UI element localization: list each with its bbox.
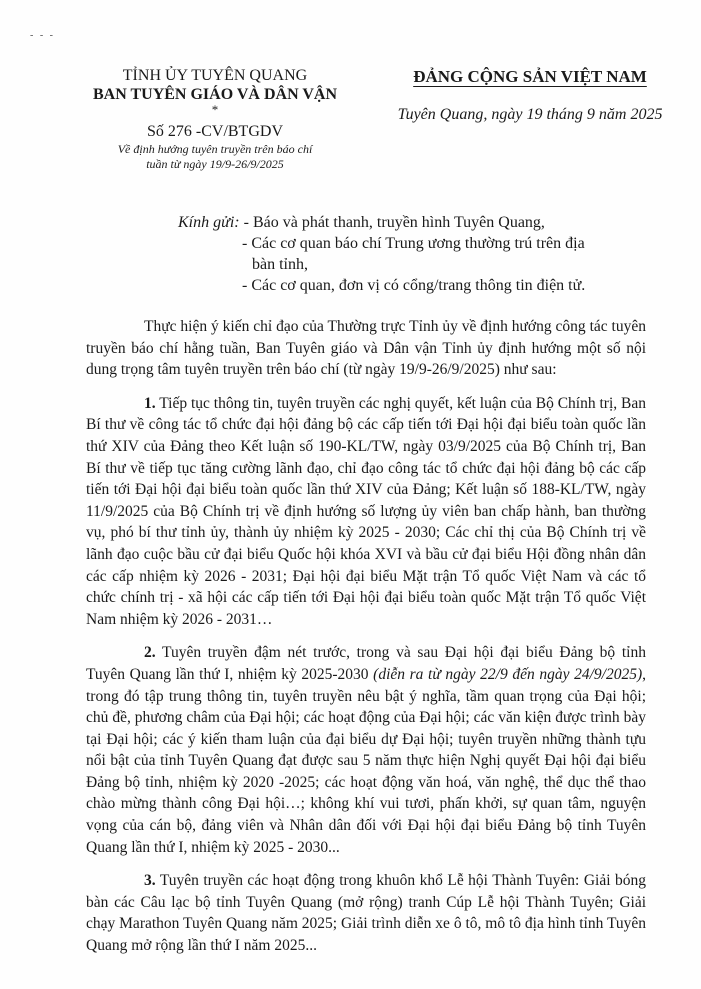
document-number: Số 276 -CV/BTGDV [146, 123, 283, 140]
item-3-number: 3. [144, 872, 156, 890]
item-2-text-b: , trong đó tập trung thông tin, tuyên truyền nêu bật ý nghĩa, tầm quan trọng của Đại hội; chủ đề, phương châm của Đại hội; các hoạt động của Đại hội; các văn kiện được trình bày tại Đại hội; các ý kiến tham luận của đại biểu dự Đại hội; tuyên truyền những thành tựu nổi bật của tỉnh Tuyên Quang đạt được sau 5 năm thực hiện Nghị quyết Đại hội đại biểu Đảng bộ tỉnh, nhiệm kỳ 2020 -2025; các hoạt động văn hoá, văn nghệ, thể dục thể thao chào mừng thành công Đại hội…; không khí vui tươi, phấn khởi, sự quan tâm, nguyện vọng của cán bộ, đảng viên và Nhân dân đối với Đại hội đại biểu Đảng bộ tỉnh Tuyên Quang lần thứ I, nhiệm kỳ 2025 - 2030... [86, 665, 646, 856]
party-header-block [380, 66, 680, 124]
item-3-text: Tuyên truyền các hoạt động trong khuôn khổ Lễ hội Thành Tuyên: Giải bóng bàn các Câu lạc bộ tỉnh Tuyên Quang (mở rộng) tranh Cúp Lễ hội Thành Tuyên; Giải chạy Marathon Tuyên Quang năm 2025; Giải trình diễn xe ô tô, mô tô địa hình tỉnh Tuyên Quang mở rộng lần thứ I năm 2025... [86, 872, 646, 955]
recipients-label: Kính gửi: [178, 214, 244, 231]
subject-line-2: tuần từ ngày 19/9-26/9/2025 [146, 157, 284, 171]
org-line-1: TỈNH ỦY TUYÊN QUANG [122, 67, 308, 84]
recipient-3: - Các cơ quan, đơn vị có cổng/trang thông tin điện tử. [242, 277, 586, 294]
intro-paragraph: Thực hiện ý kiến chỉ đạo của Thường trực Tỉnh ủy về định hướng công tác tuyên truyền báo chí hằng tuần, Ban Tuyên giáo và Dân vận Tỉnh ủy định hướng một số nội dung trọng tâm tuyên truyền trên báo chí (từ ngày 19/9-26/9/2025) như sau: [86, 318, 646, 379]
recipient-1: - Báo và phát thanh, truyền hình Tuyên Quang, [243, 214, 545, 231]
item-2-text-a: Tuyên truyền đậm nét trước, trong và sau Đại hội đại biểu Đảng bộ tỉnh Tuyên Quang lần thứ I, nhiệm kỳ 2025-2030 [86, 644, 646, 683]
item-2-dates: (diễn ra từ ngày 22/9 đến ngày 24/9/2025) [373, 665, 643, 683]
document-body [86, 316, 646, 969]
item-1-text: Tiếp tục thông tin, tuyên truyền các nghị quyết, kết luận của Bộ Chính trị, Ban Bí thư về công tác tổ chức đại hội đảng bộ các cấp tiến tới Đại hội đại biểu toàn quốc lần thứ XIV của Đảng theo Kết luận số 190-KL/TW, ngày 03/9/2025 của Bộ Chính trị, Ban Bí thư về tiếp tục tăng cường lãnh đạo, chỉ đạo công tác tổ chức đại hội đảng bộ các cấp tiến tới Đại hội đại biểu toàn quốc lần thứ XIV của Đảng; Kết luận số 188-KL/TW, ngày 11/9/2025 của Bộ Chính trị về định hướng số lượng ủy viên ban chấp hành, ban thường vụ, phó bí thư tỉnh ủy, thành ủy nhiệm kỳ 2025 - 2030; Các chỉ thị của Bộ Chính trị về lãnh đạo cuộc bầu cử đại biểu Quốc hội khóa XVI và bầu cử đại biểu Hội đồng nhân dân các cấp nhiệm kỳ 2026 - 2031; Đại hội đại biểu Mặt trận Tổ quốc Việt Nam và các tổ chức chính trị - xã hội các cấp tiến tới Đại hội đại biểu toàn quốc Mặt trận Tổ quốc Việt Nam nhiệm kỳ 2026 - 2031… [86, 394, 646, 628]
item-3-paragraph [86, 870, 646, 956]
item-2-paragraph [86, 642, 646, 858]
star-mark: * [211, 102, 219, 117]
document-date: Tuyên Quang, ngày 19 tháng 9 năm 2025 [397, 106, 663, 123]
corner-mark: - - - [30, 30, 55, 41]
party-name: ĐẢNG CỘNG SẢN VIỆT NAM [413, 67, 647, 86]
subject-line-1: Về định hướng tuyên truyền trên báo chí [117, 142, 313, 156]
recipient-2: - Các cơ quan báo chí Trung ương thường trú trên địa [242, 235, 585, 252]
recipient-2-cont: bàn tỉnh, [252, 256, 308, 273]
issuing-agency-block [70, 66, 360, 172]
item-1-paragraph [86, 393, 646, 631]
item-1-number: 1. [144, 394, 156, 412]
recipients-block [178, 212, 638, 296]
item-2-number: 2. [144, 644, 156, 662]
org-line-2: BAN TUYÊN GIÁO VÀ DÂN VẬN [92, 86, 338, 103]
